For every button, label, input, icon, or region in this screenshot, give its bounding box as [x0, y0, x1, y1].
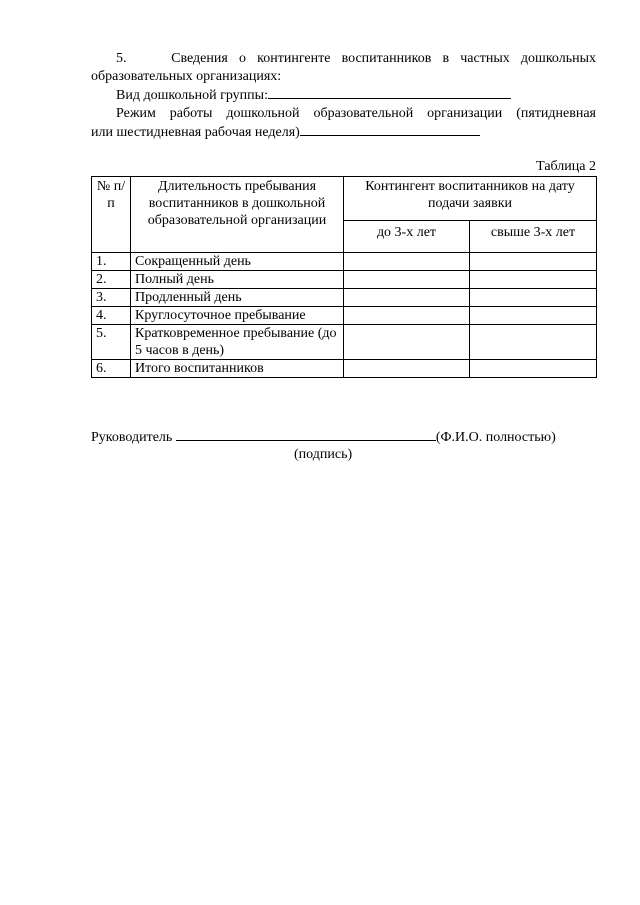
- document-page: [91, 50, 596, 378]
- row-number: 5.: [92, 325, 131, 360]
- table-row: [92, 360, 597, 378]
- header-contingent: Контингент воспитанников на дату подачи заявки: [344, 177, 597, 221]
- table-row: [92, 307, 597, 325]
- cell-over3[interactable]: [470, 253, 597, 271]
- row-number: 1.: [92, 253, 131, 271]
- header-under3: до 3-х лет: [344, 221, 470, 253]
- row-number: 3.: [92, 289, 131, 307]
- group-type-line: [91, 86, 596, 105]
- section-number: 5.: [116, 51, 127, 66]
- contingent-table: [91, 176, 597, 378]
- group-type-label: Вид дошкольной группы:: [116, 88, 268, 103]
- mode-field[interactable]: [300, 123, 480, 136]
- header-duration: Длительность пребывания воспитанников в дошкольной образовательной организации: [131, 177, 344, 253]
- table-row: [92, 253, 597, 271]
- signature-caption: (подпись): [294, 447, 353, 462]
- group-type-field[interactable]: [268, 86, 511, 99]
- table-header-row: [92, 177, 597, 221]
- table-row: [92, 271, 597, 289]
- header-number: № п/п: [92, 177, 131, 253]
- table-row: [92, 325, 597, 360]
- row-label: Сокращенный день: [131, 253, 344, 271]
- row-label: Кратковременное пребывание (до 5 часов в день): [131, 325, 344, 360]
- cell-under3[interactable]: [344, 360, 470, 378]
- row-number: 6.: [92, 360, 131, 378]
- cell-over3[interactable]: [470, 289, 597, 307]
- cell-over3[interactable]: [470, 271, 597, 289]
- row-label: Итого воспитанников: [131, 360, 344, 378]
- row-number: 2.: [92, 271, 131, 289]
- signature-field[interactable]: [176, 428, 436, 441]
- section-title-line2: образовательных организациях:: [91, 69, 282, 84]
- mode-line2: [91, 123, 596, 142]
- table-caption: Таблица 2: [536, 159, 596, 174]
- row-number: 4.: [92, 307, 131, 325]
- header-over3: свыше 3-х лет: [470, 221, 597, 253]
- cell-under3[interactable]: [344, 325, 470, 360]
- signature-fio-note: (Ф.И.О. полностью): [435, 430, 556, 445]
- cell-under3[interactable]: [344, 271, 470, 289]
- row-label: Круглосуточное пребывание: [131, 307, 344, 325]
- row-label: Полный день: [131, 271, 344, 289]
- cell-over3[interactable]: [470, 360, 597, 378]
- row-label: Продленный день: [131, 289, 344, 307]
- section-title-line1: [91, 50, 596, 68]
- mode-line1: Режим работы дошкольной образовательной организации (пятидневная: [116, 106, 596, 121]
- table-row: [92, 289, 597, 307]
- cell-under3[interactable]: [344, 289, 470, 307]
- signature-line: [91, 428, 596, 447]
- mode-label: или шестидневная рабочая неделя): [91, 125, 300, 140]
- cell-over3[interactable]: [470, 325, 597, 360]
- section-title-text: Сведения о контингенте воспитанников в частных дошкольных: [171, 51, 596, 66]
- signature-role: Руководитель: [91, 430, 173, 445]
- cell-under3[interactable]: [344, 253, 470, 271]
- cell-over3[interactable]: [470, 307, 597, 325]
- cell-under3[interactable]: [344, 307, 470, 325]
